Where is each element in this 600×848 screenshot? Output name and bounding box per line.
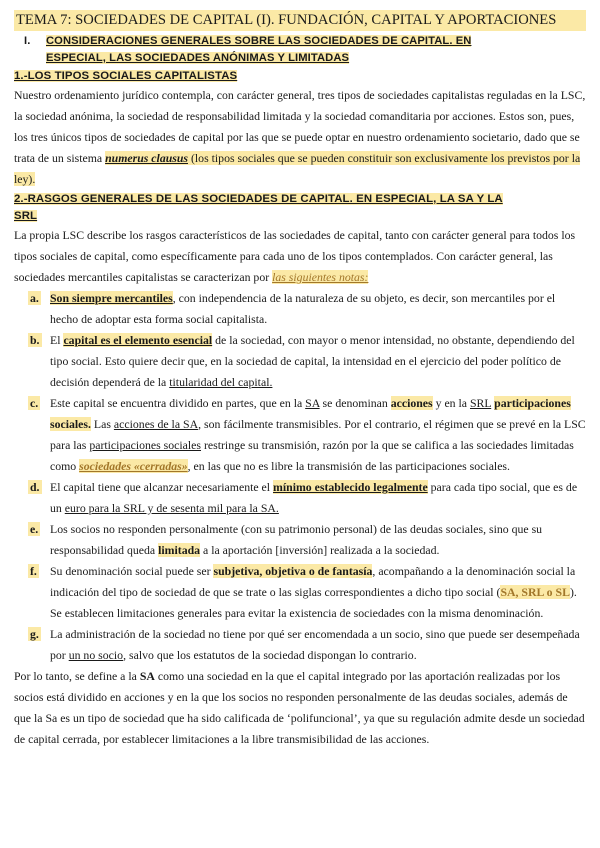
heading-rasgos-generales: 2.-RASGOS GENERALES DE LAS SOCIEDADES DE CAPITAL. EN ESPECIAL, LA SA Y LA SRL [14,193,503,222]
list-item-c: c. Este capital se encuentra dividido en partes, que en la SA se denominan acciones y en la SRL participaciones sociales. Las acciones de la SA, son fácilmente transmisibles. Por el contrario, el régimen que se prevé en la LSC para las participaciones sociales restringe su transmisión, razón por la que se califica a las sociedades limitadas como sociedades «cerradas», en las que no es libre la transmisión de las participaciones sociales. [30,396,586,473]
section-number: I. [24,35,31,47]
list-item-e: e. Los socios no responden personalmente (con su patrimonio personal) de las deudas sociales, sino que su responsabilidad queda limitada a la aportación [inversión] realizada a la sociedad. [30,522,543,557]
list-item-a: a. Son siempre mercantiles, con independencia de la naturaleza de su objeto, es decir, son mercantiles por el hecho de adoptar esta forma social capitalista. [30,291,556,326]
paragraph-tipos: Nuestro ordenamiento jurídico contempla, con carácter general, tres tipos de sociedades capitalistas reguladas en la LSC, la sociedad anónima, la sociedad de responsabilidad limitada y la sociedad comanditaria por acciones. Estos son, pues, los tres únicos tipos de sociedades de capital por las que se puede optar en nuestro ordenamiento societario, dado que se trata de un sistema numerus clausus (los tipos sociales que se pueden constituir son exclusivamente los previstos por la ley). [14,88,586,186]
heading-tipos-sociales: 1.-LOS TIPOS SOCIALES CAPITALISTAS [14,70,238,82]
paragraph-rasgos: La propia LSC describe los rasgos característicos de las sociedades de capital, tanto con carácter general para todos los tipos sociales de capital, como específicamente para cada uno de los tipos contemplados. Con carácter general, las sociedades mercantiles capitalistas se caracterizan por las siguientes notas: [14,228,576,284]
section-title [46,33,471,67]
features-list [14,288,586,666]
list-item-g: g. La administración de la sociedad no tiene por qué ser encomendada a un socio, sino que puede ser desempeñada por un no socio, salvo que los estatutos de la sociedad dispongan lo contrario. [30,627,580,662]
paragraph-definicion-sa: Por lo tanto, se define a la SA como una sociedad en la que el capital integrado por las aportación realizadas por los socios está dividido en acciones y en la que los socios no responden personalmente de las deudas sociales, además de que la Sa es un tipo de sociedad que ha sido calificada de ‘polifuncional’, ya que su regulación admite desde un sociedad de capital cerrada, por establecer limitaciones a la libre transmisibilidad de las acciones. [14,669,585,746]
list-item-b: b. El capital es el elemento esencial de la sociedad, con mayor o menor intensidad, no obstante, dependiendo del tipo social. Esto quiere decir que, en la sociedad de capital, la intensidad en el ejercicio del poder político de decisión dependerá de la titularidad del capital. [30,333,575,389]
list-item-f: f. Su denominación social puede ser subjetiva, objetiva o de fantasía, acompañando a la denominación social la indicación del tipo de sociedad de que se trate o las siglas correspondientes a dicho tipo social (SA, SRL o SL). Se establecen limitaciones generales para evitar la existencia de sociedades con la misma denominación. [30,564,577,620]
section-heading-i [14,33,586,67]
document-page [14,10,586,750]
numerus-clausus: numerus clausus [105,151,189,165]
document-title: TEMA 7: SOCIEDADES DE CAPITAL (I). FUNDACIÓN, CAPITAL Y APORTACIONES [14,10,586,31]
siguientes-notas: las siguientes notas: [272,270,369,284]
section-title-line1: CONSIDERACIONES GENERALES SOBRE LAS SOCIEDADES DE CAPITAL. EN [46,35,472,47]
section-title-line2: ESPECIAL, LAS SOCIEDADES ANÓNIMAS Y LIMITADAS [46,52,350,64]
list-item-d: d. El capital tiene que alcanzar necesariamente el mínimo establecido legalmente para cada tipo social, que es de un euro para la SRL y de sesenta mil para la SA. [30,480,578,515]
